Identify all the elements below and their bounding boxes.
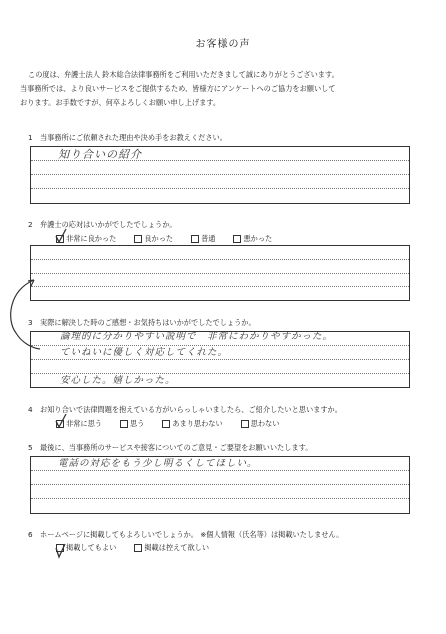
option-label: 良かった: [144, 234, 174, 243]
answer-q1-handwriting: 知り合いの紹介: [58, 148, 142, 161]
q4-option-not-much[interactable]: [162, 419, 222, 429]
option-label: 思わない: [250, 419, 280, 428]
q4-option-yes[interactable]: [120, 419, 144, 429]
question-number: 4: [28, 405, 33, 414]
question-6: [28, 530, 344, 540]
question-1: [28, 133, 227, 143]
q6-option-decline[interactable]: [134, 543, 209, 553]
intro-line-3: おります。お手数ですが、何卒よろしくお願い申し上げます。: [20, 98, 221, 107]
option-label: 普通: [201, 234, 216, 243]
checkbox[interactable]: [191, 235, 199, 243]
q6-check-mark: [54, 540, 68, 560]
question-text: ホームページに掲載してもよろしいでしょうか。 ※個人情報（氏名等）は掲載いたしません。: [40, 530, 344, 539]
option-label: あまり思わない: [172, 419, 223, 428]
question-number: 1: [28, 133, 33, 142]
question-text: 当事務所にご依頼された理由や決め手をお教えください。: [40, 133, 227, 142]
question-4: [28, 405, 342, 415]
option-label: 思う: [129, 419, 145, 428]
intro-line-1: この度は、弁護士法人 鈴木総合法律事務所をご利用いただきまして誠にありがとうございます。: [28, 70, 339, 79]
question-number: 3: [28, 318, 33, 327]
option-label: 掲載は控えて欲しい: [144, 543, 210, 552]
q2-option-normal[interactable]: [191, 234, 215, 244]
q6-options: [56, 543, 209, 553]
question-5: [28, 443, 313, 453]
answer-box-2[interactable]: [30, 245, 410, 301]
option-label: 非常に良かった: [66, 234, 117, 243]
q2-options: [56, 234, 272, 244]
question-number: 5: [28, 443, 33, 452]
checkbox[interactable]: [134, 544, 142, 552]
question-number: 2: [28, 220, 33, 229]
question-text: 実際に解決した時のご感想・お気持ちはいかがでしたでしょうか。: [40, 318, 256, 327]
checkbox[interactable]: [120, 420, 128, 428]
page-title: お客様の声: [195, 39, 251, 50]
option-label: 非常に思う: [66, 419, 102, 428]
answer-q5-handwriting: 電話の対応をもう少し明るくしてほしい。: [58, 458, 258, 469]
option-label: 悪かった: [243, 234, 273, 243]
question-text: 弁護士の応対はいかがでしたでしょうか。: [40, 220, 177, 229]
checkbox[interactable]: [241, 420, 249, 428]
checkbox[interactable]: [233, 235, 241, 243]
answer-q3-line-2: ていねいに優しく対応してくれた。: [60, 347, 229, 358]
answer-q3-line-3: 安心した。嬉しかった。: [60, 375, 176, 386]
checkbox[interactable]: [134, 235, 142, 243]
option-label: 掲載してもよい: [66, 543, 117, 552]
q4-options: [56, 419, 279, 429]
q4-check-mark: [54, 413, 68, 429]
q2-check-mark: [54, 228, 68, 244]
question-number: 6: [28, 530, 33, 539]
question-text: 最後に、当事務所のサービスや接客についてのご意見・ご要望をお願いいたします。: [40, 443, 313, 452]
checkbox[interactable]: [162, 420, 170, 428]
q4-option-no[interactable]: [241, 419, 280, 429]
q2-option-bad[interactable]: [233, 234, 272, 244]
intro-line-2: 当事務所では、より良いサービスをご提供するため、皆様方にアンケートへのご協力をお願いして: [20, 84, 336, 93]
answer-q3-line-1: 論理的に分かりやすい説明で 非常にわかりやすかった。: [60, 331, 334, 342]
question-3: [28, 318, 256, 328]
question-text: お知り合いで法律問題を抱えている方がいらっしゃいましたら、ご紹介したいと思いますか。: [40, 405, 342, 414]
q2-option-good[interactable]: [134, 234, 173, 244]
